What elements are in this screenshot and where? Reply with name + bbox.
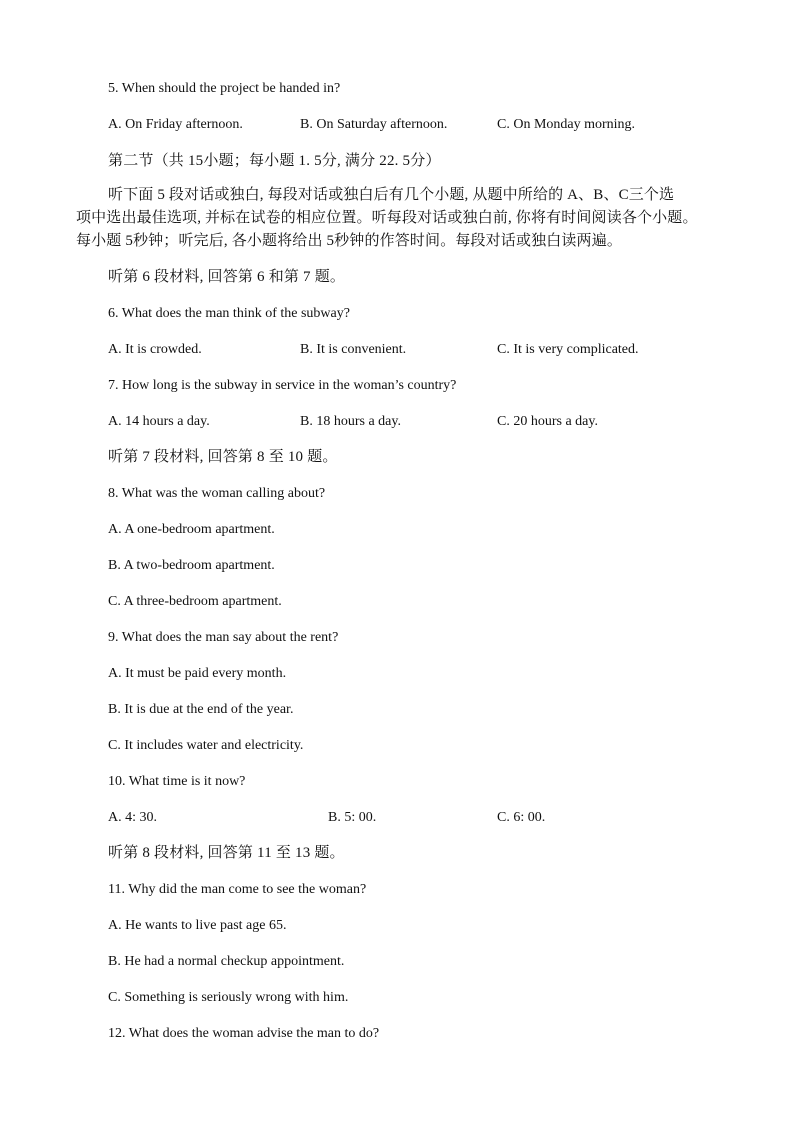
q5-option-b[interactable]: B. On Saturday afternoon. (300, 117, 448, 132)
instructions-line-2: 项中选出最佳选项, 并标在试卷的相应位置。听每段对话或独白前, 你将有时间阅读各个小题。 (76, 210, 698, 226)
q7-option-b[interactable]: B. 18 hours a day. (300, 414, 401, 429)
q9-option-b[interactable]: B. It is due at the end of the year. (108, 702, 294, 717)
question-7: 7. How long is the subway in service in the woman’s country? (108, 378, 457, 393)
question-6: 6. What does the man think of the subway? (108, 306, 350, 321)
passage-8-heading: 听第 8 段材料, 回答第 11 至 13 题。 (108, 845, 345, 861)
q9-option-a[interactable]: A. It must be paid every month. (108, 666, 287, 681)
q10-option-b[interactable]: B. 5: 00. (328, 810, 377, 825)
passage-6-heading: 听第 6 段材料, 回答第 6 和第 7 题。 (108, 269, 346, 285)
section-2-title: 第二节（共 15小题；每小题 1. 5分, 满分 22. 5分） (108, 153, 441, 169)
q7-option-c[interactable]: C. 20 hours a day. (497, 414, 598, 429)
question-12: 12. What does the woman advise the man to do? (108, 1026, 380, 1041)
q8-option-c[interactable]: C. A three-bedroom apartment. (108, 594, 282, 609)
q10-option-a[interactable]: A. 4: 30. (108, 810, 157, 825)
question-10: 10. What time is it now? (108, 774, 246, 789)
passage-7-heading: 听第 7 段材料, 回答第 8 至 10 题。 (108, 449, 338, 465)
q5-option-c[interactable]: C. On Monday morning. (497, 117, 636, 132)
instructions-line-1: 听下面 5 段对话或独白, 每段对话或独白后有几个小题, 从题中所给的 A、B、C三个选 (108, 187, 675, 203)
question-9: 9. What does the man say about the rent? (108, 630, 339, 645)
q6-option-c[interactable]: C. It is very complicated. (497, 342, 639, 357)
q8-option-b[interactable]: B. A two-bedroom apartment. (108, 558, 275, 573)
q6-option-a[interactable]: A. It is crowded. (108, 342, 202, 357)
question-8: 8. What was the woman calling about? (108, 486, 326, 501)
question-5: 5. When should the project be handed in? (108, 81, 341, 96)
q8-option-a[interactable]: A. A one-bedroom apartment. (108, 522, 275, 537)
q7-option-a[interactable]: A. 14 hours a day. (108, 414, 210, 429)
q9-option-c[interactable]: C. It includes water and electricity. (108, 738, 304, 753)
q10-option-c[interactable]: C. 6: 00. (497, 810, 546, 825)
question-11: 11. Why did the man come to see the woman? (108, 882, 367, 897)
q6-option-b[interactable]: B. It is convenient. (300, 342, 407, 357)
q11-option-a[interactable]: A. He wants to live past age 65. (108, 918, 287, 933)
q11-option-b[interactable]: B. He had a normal checkup appointment. (108, 954, 345, 969)
q11-option-c[interactable]: C. Something is seriously wrong with him. (108, 990, 349, 1005)
instructions-line-3: 每小题 5秒钟；听完后, 各小题将给出 5秒钟的作答时间。每段对话或独白读两遍。 (76, 233, 623, 249)
q5-option-a[interactable]: A. On Friday afternoon. (108, 117, 243, 132)
